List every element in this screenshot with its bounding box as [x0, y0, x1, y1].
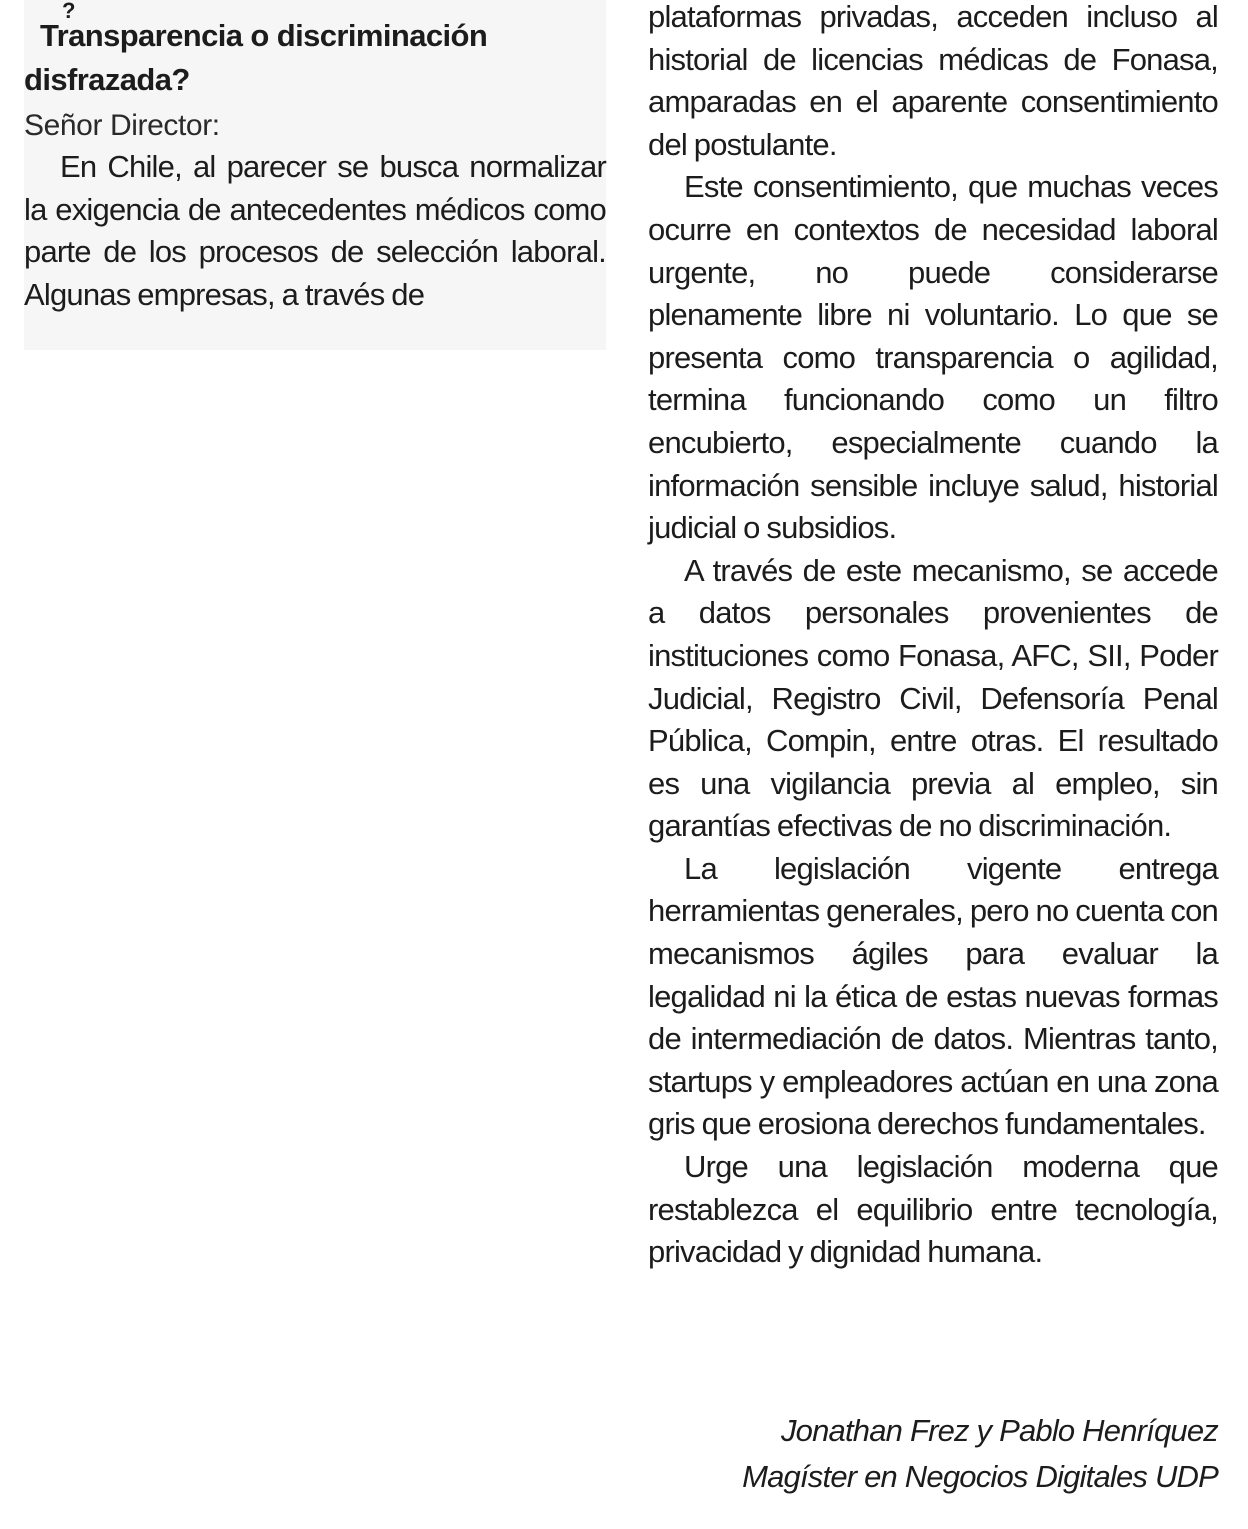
signature-affiliation: Magíster en Negocios Digitales UDP: [742, 1459, 1218, 1494]
paragraph-1-continued: plataformas privadas, acceden incluso al historial de licencias médicas de Fonasa, amparadas en el aparente consentimiento del postulante.: [648, 0, 1218, 162]
left-column: [24, 0, 606, 350]
signature-block: [742, 1408, 1218, 1500]
signature-authors: Jonathan Frez y Pablo Henríquez: [780, 1413, 1218, 1448]
paragraph-3: A través de este mecanismo, se accede a datos personales provenientes de instituciones como Fonasa, AFC, SII, Poder Judicial, Registro Civil, Defensoría Penal Pública, Compin, entre otras. El resultado es una vigilancia previa al empleo, sin garantías efectivas de no discriminación.: [648, 552, 1218, 844]
article-headline: Transparencia o discriminación disfrazada?: [24, 18, 488, 97]
paragraph-4: La legislación vigente entrega herramientas generales, pero no cuenta con mecanismos ágiles para evaluar la legalidad ni la ética de estas nuevas formas de intermediación de datos. Mientras tanto, startups y empleadores actúan en una zona gris que erosiona derechos fundamentales.: [648, 850, 1218, 1142]
right-column-text: [648, 0, 1218, 1274]
paragraph-5: Urge una legislación moderna que restablezca el equilibrio entre tecnología, privacidad y dignidad humana.: [648, 1149, 1218, 1270]
salutation: Señor Director:: [24, 109, 220, 142]
paragraph-1: En Chile, al parecer se busca normalizar la exigencia de antecedentes médicos como parte de los procesos de selección laboral. Algunas empresas, a través de: [24, 149, 606, 312]
paragraph-2: Este consentimiento, que muchas veces ocurre en contextos de necesidad laboral urgente, no puede considerarse plenamente libre ni voluntario. Lo que se presenta como transparencia o agilidad, termina funcionando como un filtro encubierto, especialmente cuando la información sensible incluye salud, historial judicial o subsidios.: [648, 169, 1218, 546]
headline-question-mark: ?: [62, 0, 76, 23]
